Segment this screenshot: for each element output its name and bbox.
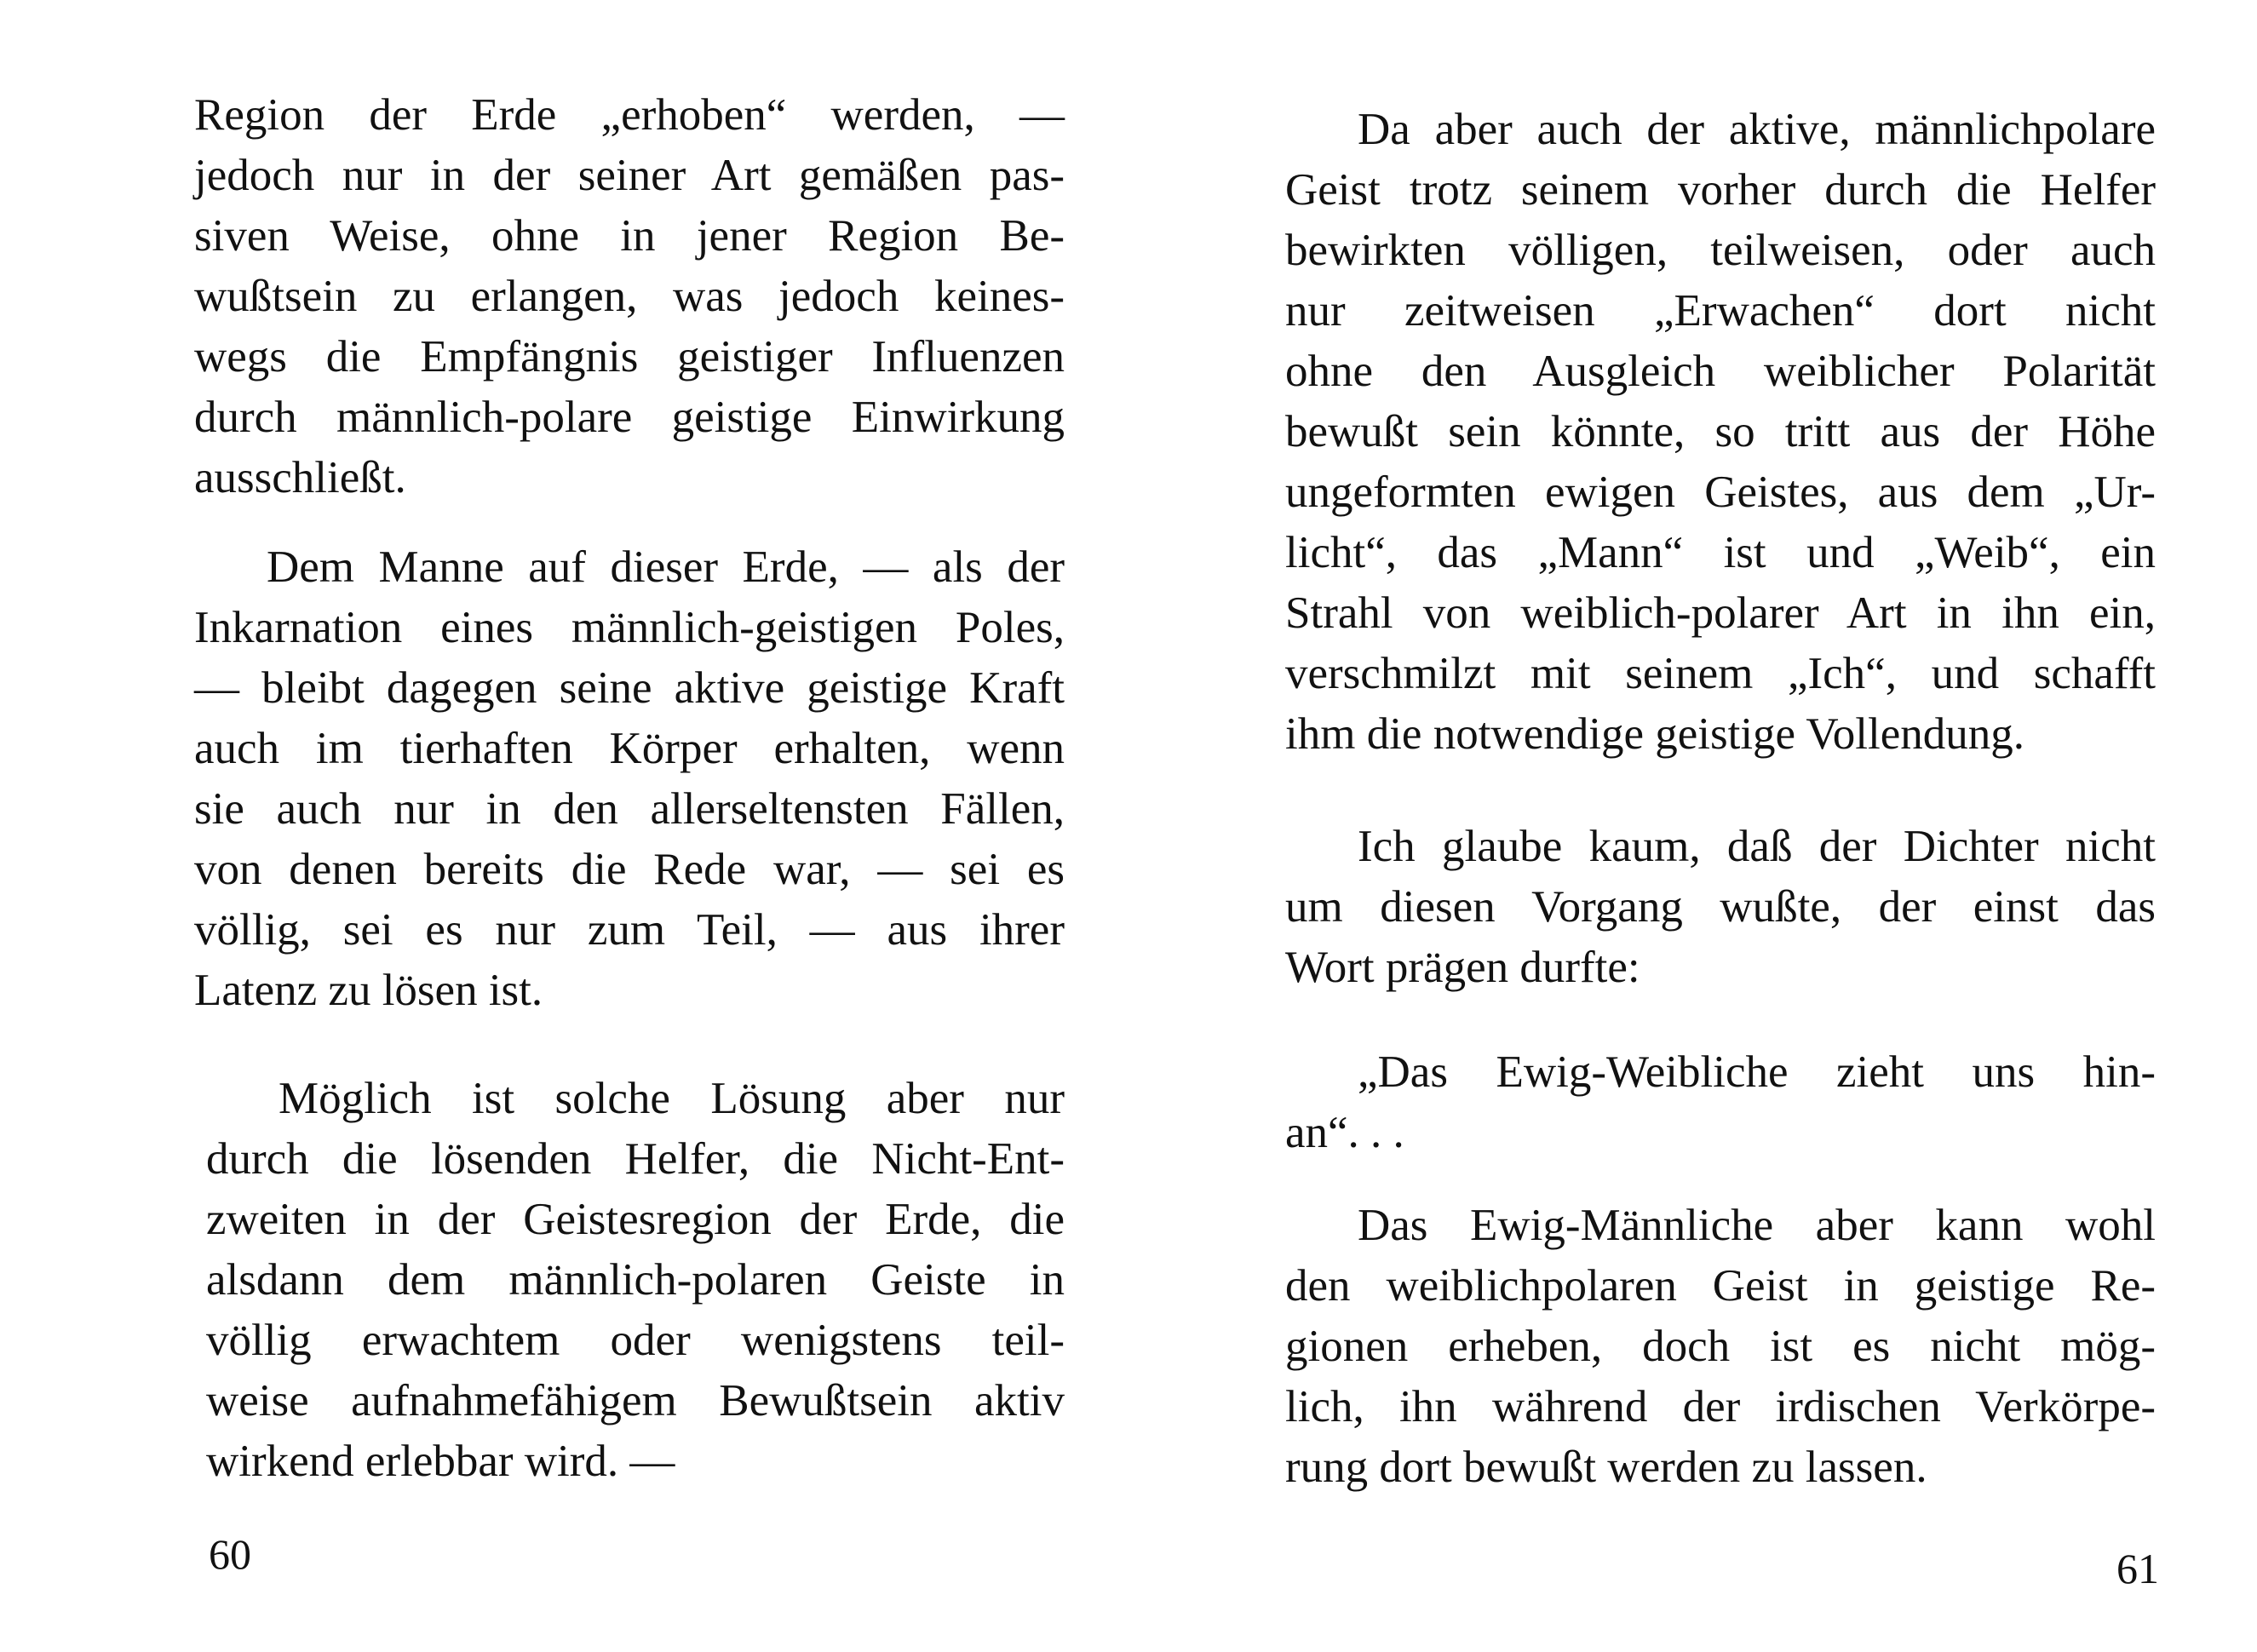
text-line: völlig, sei es nur zum Teil, — aus ihrer xyxy=(194,905,1065,955)
paragraph xyxy=(194,1069,1065,1492)
text-line: Inkarnation eines männlich-geistigen Poles, xyxy=(194,603,1065,652)
text-line: Das Ewig-Männliche aber kann wohl xyxy=(1358,1201,2156,1250)
paragraph xyxy=(1285,1042,2156,1163)
text-line: rung dort bewußt werden zu lassen. xyxy=(1285,1443,1927,1492)
right-page-text xyxy=(1285,100,2156,1498)
text-line: durch die lösenden Helfer, die Nicht-Ent- xyxy=(206,1134,1065,1184)
page-number-left: 60 xyxy=(209,1530,251,1578)
text-line: — bleibt dagegen seine aktive geistige Kraft xyxy=(194,663,1065,713)
text-line: ausschließt. xyxy=(194,453,406,502)
text-line: Ich glaube kaum, daß der Dichter nicht xyxy=(1358,822,2156,871)
text-line: Da aber auch der aktive, männlichpolare xyxy=(1358,105,2156,154)
text-line: sie auch nur in den allerseltensten Fällen, xyxy=(194,784,1065,834)
text-line: bewußt sein könnte, so tritt aus der Höhe xyxy=(1285,407,2156,456)
text-line: licht“, das „Mann“ ist und „Weib“, ein xyxy=(1285,528,2156,577)
text-line: verschmilzt mit seinem „Ich“, und schafft xyxy=(1285,649,2156,698)
left-page-text xyxy=(194,85,1065,1492)
text-line: siven Weise, ohne in jener Region Be- xyxy=(194,211,1065,261)
text-line: Region der Erde „erhoben“ werden, — xyxy=(194,90,1065,140)
text-line: von denen bereits die Rede war, — sei es xyxy=(194,845,1065,894)
paragraph xyxy=(194,85,1065,508)
text-line: nur zeitweisen „Erwachen“ dort nicht xyxy=(1285,286,2156,336)
text-line: völlig erwachtem oder wenigstens teil- xyxy=(206,1316,1065,1365)
text-line: lich, ihn während der irdischen Verkörpe- xyxy=(1285,1382,2156,1431)
text-line: Geist trotz seinem vorher durch die Helfer xyxy=(1285,165,2156,215)
text-line: ihm die notwendige geistige Vollendung. xyxy=(1285,709,2025,759)
paragraph xyxy=(1285,1196,2156,1498)
text-line: zweiten in der Geistesregion der Erde, die xyxy=(206,1195,1065,1244)
text-line: jedoch nur in der seiner Art gemäßen pas- xyxy=(194,151,1065,200)
text-line: Dem Manne auf dieser Erde, — als der xyxy=(267,542,1065,592)
text-line: Möglich ist solche Lösung aber nur xyxy=(279,1074,1065,1123)
text-line: um diesen Vorgang wußte, der einst das xyxy=(1285,882,2156,932)
text-line: durch männlich-polare geistige Einwirkung xyxy=(194,393,1065,442)
text-line: Latenz zu lösen ist. xyxy=(194,966,543,1015)
text-line: ohne den Ausgleich weiblicher Polarität xyxy=(1285,347,2156,396)
text-line: weise aufnahmefähigem Bewußtsein aktiv xyxy=(206,1376,1065,1425)
text-line: bewirkten völligen, teilweisen, oder auch xyxy=(1285,226,2156,275)
text-line: gionen erheben, doch ist es nicht mög- xyxy=(1285,1322,2156,1371)
paragraph xyxy=(1285,100,2156,765)
text-line: den weiblichpolaren Geist in geistige Re- xyxy=(1285,1261,2156,1311)
page-number-right: 61 xyxy=(2116,1545,2159,1592)
text-line: wegs die Empfängnis geistiger Influenzen xyxy=(194,332,1065,381)
text-line: wirkend erlebbar wird. — xyxy=(206,1437,675,1486)
text-line: Strahl von weiblich-polarer Art in ihn ein, xyxy=(1285,588,2156,638)
text-line: ungeformten ewigen Geistes, aus dem „Ur- xyxy=(1285,467,2156,517)
paragraph xyxy=(194,537,1065,1021)
paragraph xyxy=(1285,817,2156,998)
text-line: auch im tierhaften Körper erhalten, wenn xyxy=(194,724,1065,773)
text-line: alsdann dem männlich-polaren Geiste in xyxy=(206,1255,1065,1305)
text-line: an“. . . xyxy=(1285,1108,1404,1157)
text-line: „Das Ewig-Weibliche zieht uns hin- xyxy=(1358,1047,2156,1097)
text-line: wußtsein zu erlangen, was jedoch keines- xyxy=(194,272,1065,321)
text-line: Wort prägen durfte: xyxy=(1285,943,1640,992)
